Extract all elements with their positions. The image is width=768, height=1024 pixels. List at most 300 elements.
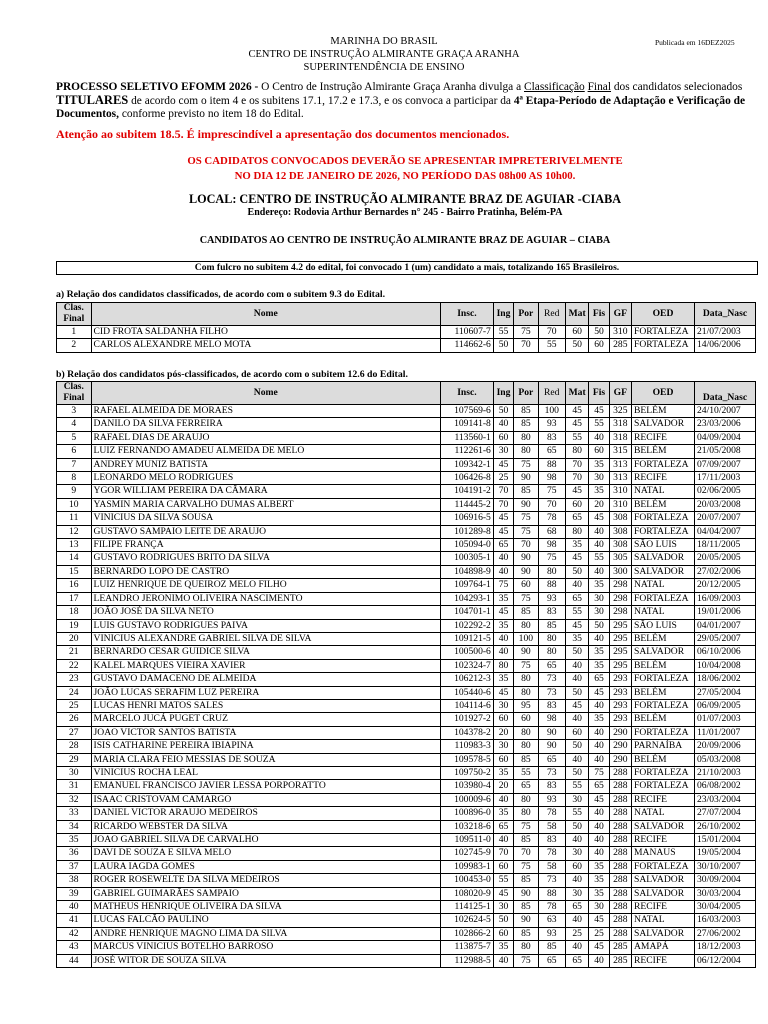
cell-oed: MANAUS <box>631 847 694 860</box>
cell-por: 80 <box>514 807 538 820</box>
cell-fis: 30 <box>589 606 609 619</box>
cell-mat: 45 <box>565 485 588 498</box>
candidates-title: CANDIDATOS AO CENTRO DE INSTRUÇÃO ALMIRANTE BRAZ DE AGUIAR – CIABA <box>199 235 611 246</box>
cell-fis: 25 <box>589 927 609 940</box>
call-line-1: OS CADIDATOS CONVOCADOS DEVERÃO SE APRESENTAR IMPRETERIVELMENTE <box>187 155 623 167</box>
table-row <box>57 619 756 632</box>
cell-ing: 70 <box>493 498 513 511</box>
cell-oed: FORTALEZA <box>631 326 694 339</box>
cell-red: 85 <box>538 619 565 632</box>
cell-ing: 30 <box>493 699 513 712</box>
table-row <box>57 780 756 793</box>
table-row <box>57 954 756 967</box>
cell-red: 98 <box>538 539 565 552</box>
cell-oed: FORTALEZA <box>631 673 694 686</box>
cell-fis: 30 <box>589 901 609 914</box>
cell-por: 60 <box>514 579 538 592</box>
cell-ing: 45 <box>493 606 513 619</box>
cell-por: 80 <box>514 941 538 954</box>
cell-insc: 109121-5 <box>441 632 494 645</box>
classified-table <box>56 302 756 353</box>
cell-insc: 109511-0 <box>441 834 494 847</box>
cell-nasc: 21/07/2003 <box>694 326 755 339</box>
table-row <box>57 539 756 552</box>
table-row <box>57 673 756 686</box>
cell-oed: BELÉM <box>631 405 694 418</box>
cell-ing: 20 <box>493 726 513 739</box>
cell-insc: 109750-2 <box>441 766 494 779</box>
cell-insc: 106426-8 <box>441 472 494 485</box>
table-header-row <box>57 303 756 326</box>
cell-gf: 285 <box>609 941 631 954</box>
cell-mat: 30 <box>565 887 588 900</box>
cell-insc: 110607-7 <box>441 326 494 339</box>
cell-oed: RECIFE <box>631 901 694 914</box>
cell-por: 80 <box>514 726 538 739</box>
cell-por: 80 <box>514 431 538 444</box>
cell-clas: 6 <box>57 445 92 458</box>
cell-ing: 35 <box>493 592 513 605</box>
cell-ing: 35 <box>493 807 513 820</box>
intro-title: PROCESSO SELETIVO EFOMM 2026 - <box>56 81 259 93</box>
cell-ing: 50 <box>493 339 513 352</box>
cell-por: 100 <box>514 632 538 645</box>
table-row <box>57 552 756 565</box>
col-nome-header: Nome <box>91 303 441 326</box>
cell-fis: 40 <box>589 740 609 753</box>
cell-fis: 35 <box>589 887 609 900</box>
cell-fis: 45 <box>589 941 609 954</box>
cell-oed: SALVADOR <box>631 646 694 659</box>
cell-nasc: 16/03/2003 <box>694 914 755 927</box>
cell-clas: 29 <box>57 753 92 766</box>
cell-insc: 104114-6 <box>441 699 494 712</box>
cell-insc: 109342-1 <box>441 458 494 471</box>
cell-oed: SALVADOR <box>631 887 694 900</box>
cell-insc: 100305-1 <box>441 552 494 565</box>
cell-clas: 25 <box>57 699 92 712</box>
cell-fis: 60 <box>589 445 609 458</box>
cell-fis: 50 <box>589 326 609 339</box>
cell-oed: RECIFE <box>631 472 694 485</box>
cell-oed: FORTALEZA <box>631 860 694 873</box>
cell-nome: ANDREY MUNIZ BATISTA <box>91 458 441 471</box>
cell-por: 80 <box>514 445 538 458</box>
cell-ing: 40 <box>493 793 513 806</box>
cell-oed: RECIFE <box>631 793 694 806</box>
cell-mat: 50 <box>565 339 588 352</box>
cell-fis: 35 <box>589 659 609 672</box>
cell-mat: 45 <box>565 552 588 565</box>
col-gf-header: GF <box>609 382 631 405</box>
cell-red: 93 <box>538 927 565 940</box>
cell-nome: LEONARDO MELO RODRIGUES <box>91 472 441 485</box>
cell-fis: 65 <box>589 673 609 686</box>
cell-mat: 65 <box>565 954 588 967</box>
cell-por: 90 <box>514 887 538 900</box>
cell-gf: 288 <box>609 901 631 914</box>
cell-por: 90 <box>514 646 538 659</box>
cell-red: 65 <box>538 659 565 672</box>
post-classified-table-body <box>57 405 756 968</box>
cell-ing: 20 <box>493 780 513 793</box>
cell-red: 85 <box>538 941 565 954</box>
cell-mat: 65 <box>565 592 588 605</box>
cell-gf: 288 <box>609 927 631 940</box>
cell-nome: LUCAS FALCÃO PAULINO <box>91 914 441 927</box>
cell-mat: 70 <box>565 458 588 471</box>
cell-fis: 40 <box>589 565 609 578</box>
cell-red: 78 <box>538 807 565 820</box>
cell-insc: 102292-2 <box>441 619 494 632</box>
cell-clas: 36 <box>57 847 92 860</box>
cell-red: 88 <box>538 579 565 592</box>
cell-oed: BELÉM <box>631 445 694 458</box>
cell-clas: 9 <box>57 485 92 498</box>
cell-clas: 42 <box>57 927 92 940</box>
table-row <box>57 713 756 726</box>
cell-oed: NATAL <box>631 606 694 619</box>
cell-nasc: 19/01/2006 <box>694 606 755 619</box>
cell-nasc: 30/04/2005 <box>694 901 755 914</box>
cell-oed: BELÉM <box>631 498 694 511</box>
cell-insc: 105094-0 <box>441 539 494 552</box>
cell-red: 83 <box>538 834 565 847</box>
col-por-header: Por <box>514 303 538 326</box>
intro-text-3: de acordo com o item 4 e os subitens 17.1, 17.2 e 17.3, e os convoca a participar da <box>128 95 514 108</box>
cell-red: 70 <box>538 326 565 339</box>
table-row <box>57 740 756 753</box>
cell-clas: 28 <box>57 740 92 753</box>
cell-clas: 2 <box>57 339 92 352</box>
cell-fis: 55 <box>589 418 609 431</box>
cell-red: 88 <box>538 458 565 471</box>
table-row <box>57 339 756 352</box>
cell-por: 85 <box>514 834 538 847</box>
cell-nasc: 16/09/2003 <box>694 592 755 605</box>
table-row <box>57 847 756 860</box>
cell-gf: 295 <box>609 646 631 659</box>
cell-gf: 293 <box>609 713 631 726</box>
cell-oed: BELÉM <box>631 713 694 726</box>
cell-insc: 113560-1 <box>441 431 494 444</box>
cell-ing: 40 <box>493 834 513 847</box>
cell-oed: FORTALEZA <box>631 512 694 525</box>
cell-mat: 45 <box>565 418 588 431</box>
cell-nasc: 26/10/2002 <box>694 820 755 833</box>
cell-por: 80 <box>514 740 538 753</box>
cell-oed: BELÉM <box>631 686 694 699</box>
cell-fis: 45 <box>589 405 609 418</box>
cell-oed: SÃO LUIS <box>631 619 694 632</box>
cell-mat: 40 <box>565 834 588 847</box>
cell-por: 70 <box>514 539 538 552</box>
cell-ing: 45 <box>493 887 513 900</box>
cell-gf: 295 <box>609 632 631 645</box>
cell-por: 85 <box>514 418 538 431</box>
table-row <box>57 485 756 498</box>
table-row <box>57 632 756 645</box>
cell-red: 80 <box>538 632 565 645</box>
table-row <box>57 592 756 605</box>
col-oed-header: OED <box>631 303 694 326</box>
cell-clas: 39 <box>57 887 92 900</box>
cell-por: 75 <box>514 525 538 538</box>
cell-insc: 102324-7 <box>441 659 494 672</box>
cell-insc: 101289-8 <box>441 525 494 538</box>
cell-nasc: 18/12/2003 <box>694 941 755 954</box>
cell-ing: 60 <box>493 713 513 726</box>
cell-red: 90 <box>538 740 565 753</box>
cell-gf: 298 <box>609 606 631 619</box>
table-row <box>57 941 756 954</box>
cell-oed: SALVADOR <box>631 927 694 940</box>
intro-paragraph <box>56 81 756 122</box>
cell-nasc: 10/04/2008 <box>694 659 755 672</box>
cell-red: 78 <box>538 512 565 525</box>
cell-por: 90 <box>514 565 538 578</box>
cell-nasc: 06/12/2004 <box>694 954 755 967</box>
cell-mat: 50 <box>565 740 588 753</box>
cell-clas: 11 <box>57 512 92 525</box>
cell-ing: 60 <box>493 927 513 940</box>
table-row <box>57 793 756 806</box>
cell-nasc: 20/09/2006 <box>694 740 755 753</box>
cell-ing: 40 <box>493 565 513 578</box>
cell-fis: 20 <box>589 498 609 511</box>
cell-insc: 110983-3 <box>441 740 494 753</box>
cell-por: 80 <box>514 619 538 632</box>
table-row <box>57 498 756 511</box>
cell-por: 75 <box>514 512 538 525</box>
cell-gf: 295 <box>609 619 631 632</box>
cell-oed: SALVADOR <box>631 874 694 887</box>
cell-nome: DAVI DE SOUZA E SILVA MELO <box>91 847 441 860</box>
cell-fis: 40 <box>589 834 609 847</box>
cell-insc: 100009-6 <box>441 793 494 806</box>
cell-nasc: 30/10/2007 <box>694 860 755 873</box>
col-oed-header: OED <box>631 382 694 405</box>
cell-gf: 288 <box>609 860 631 873</box>
cell-nasc: 14/06/2006 <box>694 339 755 352</box>
cell-insc: 102745-9 <box>441 847 494 860</box>
cell-fis: 40 <box>589 807 609 820</box>
cell-clas: 21 <box>57 646 92 659</box>
cell-nome: LUIZ FERNANDO AMADEU ALMEIDA DE MELO <box>91 445 441 458</box>
cell-nasc: 20/03/2008 <box>694 498 755 511</box>
cell-nasc: 29/05/2007 <box>694 632 755 645</box>
cell-por: 85 <box>514 874 538 887</box>
cell-red: 70 <box>538 498 565 511</box>
cell-insc: 109141-8 <box>441 418 494 431</box>
cell-nome: MARIA CLARA FEIO MESSIAS DE SOUZA <box>91 753 441 766</box>
table-row <box>57 860 756 873</box>
cell-clas: 31 <box>57 780 92 793</box>
cell-mat: 55 <box>565 431 588 444</box>
cell-gf: 308 <box>609 539 631 552</box>
cell-red: 90 <box>538 726 565 739</box>
table-row <box>57 579 756 592</box>
table-row <box>57 753 756 766</box>
cell-red: 88 <box>538 887 565 900</box>
cell-red: 93 <box>538 418 565 431</box>
cell-nome: ANDRE HENRIQUE MAGNO LIMA DA SILVA <box>91 927 441 940</box>
cell-clas: 33 <box>57 807 92 820</box>
cell-nome: CID FROTA SALDANHA FILHO <box>91 326 441 339</box>
cell-clas: 32 <box>57 793 92 806</box>
cell-gf: 325 <box>609 405 631 418</box>
cell-insc: 101927-2 <box>441 713 494 726</box>
cell-oed: FORTALEZA <box>631 592 694 605</box>
cell-por: 80 <box>514 673 538 686</box>
cell-mat: 60 <box>565 498 588 511</box>
cell-clas: 15 <box>57 565 92 578</box>
cell-ing: 40 <box>493 632 513 645</box>
cell-oed: FORTALEZA <box>631 726 694 739</box>
cell-mat: 30 <box>565 793 588 806</box>
cell-clas: 41 <box>57 914 92 927</box>
cell-ing: 35 <box>493 619 513 632</box>
intro-text-2: dos candidatos selecionados <box>611 81 743 93</box>
cell-ing: 65 <box>493 820 513 833</box>
table-row <box>57 927 756 940</box>
cell-nome: ISIS CATHARINE PEREIRA IBIAPINA <box>91 740 441 753</box>
cell-por: 85 <box>514 753 538 766</box>
cell-por: 85 <box>514 606 538 619</box>
cell-red: 73 <box>538 766 565 779</box>
cell-insc: 102624-5 <box>441 914 494 927</box>
table-row <box>57 431 756 444</box>
cell-clas: 16 <box>57 579 92 592</box>
cell-gf: 318 <box>609 418 631 431</box>
cell-oed: RECIFE <box>631 954 694 967</box>
table-row <box>57 820 756 833</box>
cell-nasc: 20/05/2005 <box>694 552 755 565</box>
cell-mat: 45 <box>565 619 588 632</box>
cell-insc: 106916-5 <box>441 512 494 525</box>
cell-insc: 100453-0 <box>441 874 494 887</box>
cell-insc: 109578-5 <box>441 753 494 766</box>
cell-red: 58 <box>538 860 565 873</box>
cell-clas: 18 <box>57 606 92 619</box>
col-mat-header: Mat <box>565 303 588 326</box>
cell-nome: YGOR WILLIAM PEREIRA DA CÂMARA <box>91 485 441 498</box>
cell-nasc: 23/03/2006 <box>694 418 755 431</box>
cell-nasc: 01/07/2003 <box>694 713 755 726</box>
cell-ing: 45 <box>493 525 513 538</box>
cell-oed: SALVADOR <box>631 565 694 578</box>
cell-oed: RECIFE <box>631 431 694 444</box>
cell-mat: 40 <box>565 713 588 726</box>
cell-nome: KALEL MARQUES VIEIRA XAVIER <box>91 659 441 672</box>
cell-nome: VINICIUS ALEXANDRE GABRIEL SILVA DE SILVA <box>91 632 441 645</box>
cell-nasc: 18/06/2002 <box>694 673 755 686</box>
cell-gf: 308 <box>609 525 631 538</box>
cell-clas: 23 <box>57 673 92 686</box>
cell-por: 65 <box>514 780 538 793</box>
table-header-row <box>57 382 756 405</box>
table-row <box>57 901 756 914</box>
table-row <box>57 472 756 485</box>
cell-por: 85 <box>514 901 538 914</box>
cell-fis: 60 <box>589 339 609 352</box>
cell-insc: 109764-1 <box>441 579 494 592</box>
cell-por: 75 <box>514 860 538 873</box>
cell-oed: SALVADOR <box>631 418 694 431</box>
cell-mat: 55 <box>565 780 588 793</box>
cell-gf: 293 <box>609 673 631 686</box>
cell-red: 65 <box>538 954 565 967</box>
cell-fis: 40 <box>589 699 609 712</box>
table-row <box>57 646 756 659</box>
cell-insc: 112988-5 <box>441 954 494 967</box>
col-ing-header: Ing <box>493 382 513 405</box>
cell-mat: 40 <box>565 914 588 927</box>
cell-nasc: 06/10/2006 <box>694 646 755 659</box>
cell-insc: 114125-1 <box>441 901 494 914</box>
cell-mat: 40 <box>565 579 588 592</box>
cell-clas: 34 <box>57 820 92 833</box>
cell-gf: 290 <box>609 753 631 766</box>
intro-text-4: conforme previsto no item 18 do Edital. <box>118 108 304 121</box>
intro-text-1: O Centro de Instrução Almirante Graça Aranha divulga a <box>258 81 524 93</box>
cell-nasc: 04/01/2007 <box>694 619 755 632</box>
cell-oed: BELÉM <box>631 753 694 766</box>
cell-nasc: 27/06/2002 <box>694 927 755 940</box>
cell-oed: AMAPÁ <box>631 941 694 954</box>
cell-nome: ISAAC CRISTOVAM CAMARGO <box>91 793 441 806</box>
cell-nasc: 06/08/2002 <box>694 780 755 793</box>
cell-por: 60 <box>514 713 538 726</box>
cell-gf: 288 <box>609 914 631 927</box>
cell-red: 68 <box>538 525 565 538</box>
table-row <box>57 418 756 431</box>
cell-clas: 43 <box>57 941 92 954</box>
cell-nome: GUSTAVO DAMACENO DE ALMEIDA <box>91 673 441 686</box>
cell-mat: 25 <box>565 927 588 940</box>
col-nasc-header: Data_Nasc <box>694 382 755 405</box>
cell-fis: 35 <box>589 874 609 887</box>
cell-por: 70 <box>514 847 538 860</box>
cell-oed: NATAL <box>631 579 694 592</box>
address-text: Endereço: Rodovia Arthur Bernardes n° 245 - Bairro Pratinha, Belém-PA <box>247 207 563 218</box>
col-por-header: Por <box>514 382 538 405</box>
cell-nome: JOÃO LUCAS SERAFIM LUZ PEREIRA <box>91 686 441 699</box>
cell-nome: LUIZ HENRIQUE DE QUEIROZ MELO FILHO <box>91 579 441 592</box>
cell-nasc: 15/01/2004 <box>694 834 755 847</box>
cell-nome: JOAO VICTOR SANTOS BATISTA <box>91 726 441 739</box>
cell-clas: 26 <box>57 713 92 726</box>
cell-ing: 70 <box>493 847 513 860</box>
cell-ing: 35 <box>493 673 513 686</box>
cell-nome: LUIS GUSTAVO RODRIGUES PAIVA <box>91 619 441 632</box>
cell-gf: 310 <box>609 326 631 339</box>
cell-nome: GUSTAVO SAMPAIO LEITE DE ARAUJO <box>91 525 441 538</box>
cell-mat: 50 <box>565 565 588 578</box>
cell-nasc: 23/03/2004 <box>694 793 755 806</box>
cell-mat: 40 <box>565 673 588 686</box>
cell-nome: MARCUS VINICIUS BOTELHO BARROSO <box>91 941 441 954</box>
cell-fis: 35 <box>589 860 609 873</box>
col-gf-header: GF <box>609 303 631 326</box>
cell-fis: 40 <box>589 753 609 766</box>
cell-mat: 30 <box>565 847 588 860</box>
cell-nome: CARLOS ALEXANDRE MELO MOTA <box>91 339 441 352</box>
cell-ing: 25 <box>493 472 513 485</box>
cell-ing: 30 <box>493 901 513 914</box>
cell-por: 80 <box>514 793 538 806</box>
cell-nome: ROGER ROSEWELTE DA SILVA MEDEIROS <box>91 874 441 887</box>
